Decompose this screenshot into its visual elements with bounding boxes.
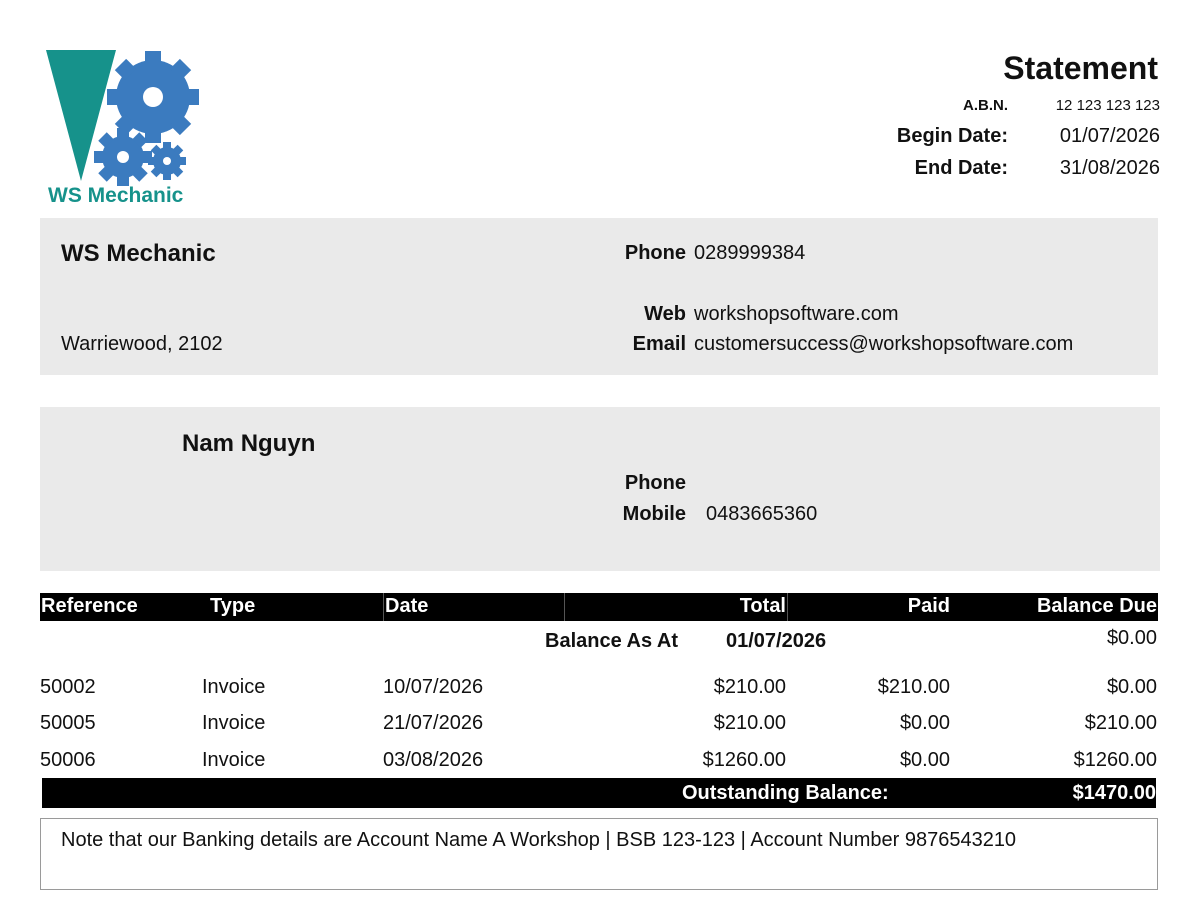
customer-name: Nam Nguyn: [182, 430, 316, 457]
begin-date-value: 01/07/2026: [1059, 125, 1160, 147]
cell-paid: $210.00: [877, 676, 950, 698]
end-date-value: 31/08/2026: [1059, 157, 1160, 179]
banking-note: Note that our Banking details are Account Name A Workshop | BSB 123-123 | Account Number 9876543210: [61, 829, 1017, 851]
end-date-label: End Date:: [914, 157, 1008, 179]
outstanding-balance-label: Outstanding Balance:: [682, 782, 889, 804]
column-divider: [564, 593, 565, 621]
statement-title: Statement: [1003, 50, 1158, 86]
column-divider: [787, 593, 788, 621]
outstanding-balance-bar: [42, 778, 1156, 808]
cell-reference: 50005: [40, 712, 96, 734]
company-email-label: Email: [632, 333, 686, 355]
cell-total: $210.00: [713, 712, 786, 734]
customer-phone-label: Phone: [624, 472, 686, 494]
abn-value: 12 123 123 123: [1055, 97, 1160, 114]
company-name: WS Mechanic: [61, 240, 216, 267]
begin-date-label: Begin Date:: [896, 125, 1008, 147]
cell-total: $210.00: [713, 676, 786, 698]
company-web-label: Web: [644, 303, 686, 325]
company-phone-label: Phone: [624, 242, 686, 264]
cell-paid: $0.00: [899, 749, 950, 771]
outstanding-balance-value: $1470.00: [1072, 782, 1156, 804]
opening-balance: $0.00: [1106, 627, 1157, 649]
cell-reference: 50002: [40, 676, 96, 698]
column-header-reference: Reference: [41, 595, 138, 617]
cell-balance: $210.00: [1084, 712, 1157, 734]
table-header: [40, 593, 1158, 621]
company-web[interactable]: workshopsoftware.com: [694, 303, 899, 325]
cell-type: Invoice: [202, 749, 266, 771]
column-header-paid: Paid: [907, 595, 950, 617]
gear-icon: [94, 128, 152, 186]
column-header-total: Total: [739, 595, 786, 617]
customer-mobile-label: Mobile: [622, 503, 686, 525]
cell-paid: $0.00: [899, 712, 950, 734]
gear-icon: [148, 142, 186, 180]
cell-reference: 50006: [40, 749, 96, 771]
cell-type: Invoice: [202, 712, 266, 734]
column-divider: [383, 593, 384, 621]
company-phone: 0289999384: [694, 242, 806, 264]
customer-mobile: 0483665360: [706, 503, 818, 525]
balance-as-at-label: Balance As At: [545, 630, 679, 652]
column-header-type: Type: [210, 595, 256, 617]
cell-balance: $1260.00: [1073, 749, 1157, 771]
cell-type: Invoice: [202, 676, 266, 698]
column-header-date: Date: [385, 595, 429, 617]
cell-date: 21/07/2026: [383, 712, 484, 734]
abn-label: A.B.N.: [963, 97, 1008, 114]
company-email[interactable]: customersuccess@workshopsoftware.com: [694, 333, 1074, 355]
cell-balance: $0.00: [1106, 676, 1157, 698]
logo-text: WS Mechanic: [48, 184, 184, 207]
cell-date: 03/08/2026: [383, 749, 484, 771]
company-address: Warriewood, 2102: [61, 333, 223, 355]
column-header-balance-due: Balance Due: [1036, 595, 1157, 617]
cell-total: $1260.00: [702, 749, 786, 771]
balance-as-at-date: 01/07/2026: [726, 630, 827, 652]
cell-date: 10/07/2026: [383, 676, 484, 698]
